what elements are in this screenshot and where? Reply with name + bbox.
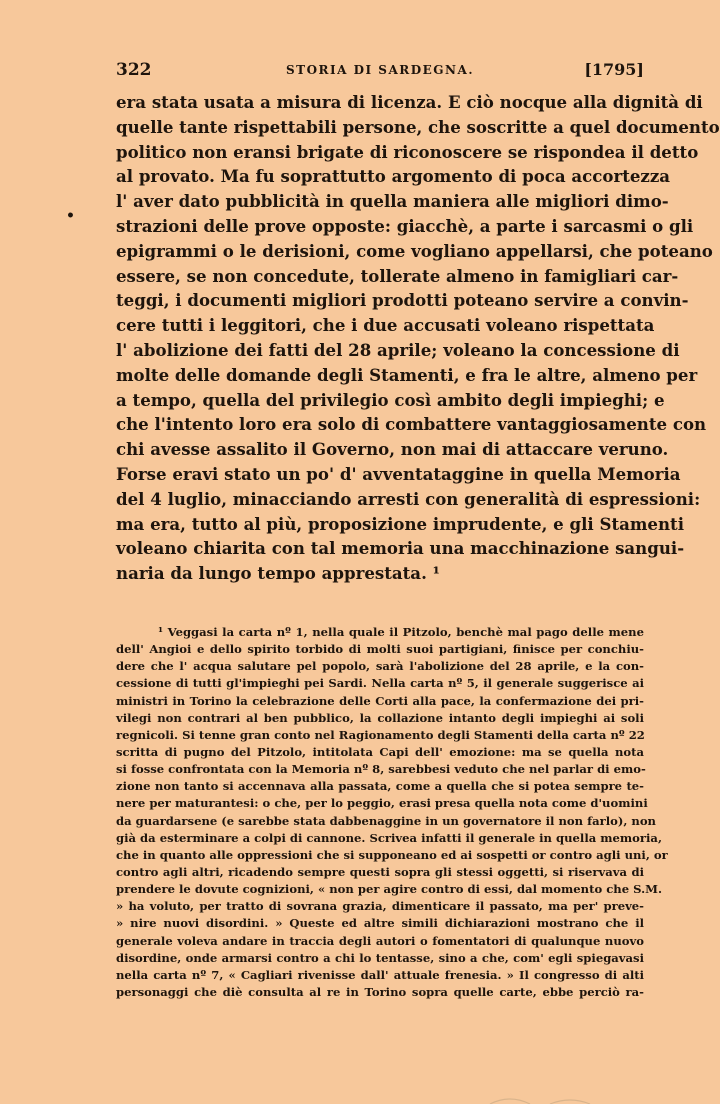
text-line: Forse eravi stato un po' d' avventataggine in quella Memoria bbox=[116, 463, 681, 484]
footnote-line: ministri in Torino la celebrazione delle Corti alla pace, la confermazione dei pri- bbox=[116, 693, 644, 708]
footnote-line: regnicoli. Si tenne gran conto nel Ragionamento degli Stamenti della carta nº 22 bbox=[116, 727, 645, 742]
footnote-line: dell' Angioi e dello spirito torbido di molti suoi partigiani, finisce per conchiu- bbox=[116, 642, 644, 657]
text-line: del 4 luglio, minacciando arresti con generalità di espressioni: bbox=[116, 488, 701, 509]
footnote-line: cessione di tutti gl'impieghi pei Sardi. Nella carta nº 5, il generale suggerisce ai bbox=[116, 676, 644, 691]
footnote-line: da guardarsene (e sarebbe stata dabbenaggine in un governatore il non farlo), non bbox=[116, 813, 656, 828]
footnote-line: » nire nuovi disordini. » Queste ed altre simili dichiarazioni mostrano che il bbox=[116, 916, 644, 931]
text-line: naria da lungo tempo apprestata. ¹ bbox=[116, 563, 440, 584]
footnote-line: dere che l' acqua salutare pel popolo, sarà l'abolizione del 28 aprile, e la con- bbox=[116, 659, 644, 674]
footnote-line: che in quanto alle oppressioni che si supponeano ed ai sospetti or contro agli uni, or bbox=[116, 847, 668, 862]
main-text bbox=[116, 90, 720, 586]
footnote-line: generale voleva andare in traccia degli autori o fomentatori di qualunque nuovo bbox=[116, 933, 644, 948]
margin-mark: • bbox=[66, 208, 75, 224]
page-number: 322 bbox=[116, 60, 152, 80]
footnote-line: vilegi non contrari al ben pubblico, la collazione intanto degli impieghi ai soli bbox=[116, 710, 644, 725]
footnote-line: si fosse confrontata con la Memoria nº 8, sarebbesi veduto che nel parlar di emo- bbox=[116, 762, 646, 777]
text-line: strazioni delle prove opposte: giacchè, a parte i sarcasmi o gli bbox=[116, 215, 694, 236]
text-line: l' abolizione dei fatti del 28 aprile; voleano la concessione di bbox=[116, 339, 680, 360]
footnote-line: contro agli altri, ricadendo sempre questi sopra gli stessi oggetti, si riservava di bbox=[116, 864, 644, 879]
text-line: epigrammi o le derisioni, come vogliano appellarsi, che poteano bbox=[116, 240, 713, 261]
text-line: voleano chiarita con tal memoria una macchinazione sangui- bbox=[116, 538, 685, 559]
text-line: molte delle domande degli Stamenti, e fra le altre, almeno per bbox=[116, 364, 698, 385]
footnote-line: prendere le dovute cognizioni, « non per agire contro di essi, dal momento che S.M. bbox=[116, 882, 662, 897]
text-line: essere, se non concedute, tollerate almeno in famigliari car- bbox=[116, 265, 679, 286]
footnote-line: disordine, onde armarsi contro a chi lo tentasse, sino a che, com' egli spiegavasi bbox=[116, 950, 644, 965]
text-line: che l'intento loro era solo di combattere vantaggiosamente con bbox=[116, 414, 707, 435]
running-title: STORIA DI SARDEGNA. bbox=[285, 63, 475, 77]
footnote-line: nella carta nº 7, « Cagliari rivenisse dall' attuale frenesia. » Il congresso di alti bbox=[116, 967, 644, 982]
text-line: l' aver dato pubblicità in quella maniera alle migliori dimo- bbox=[116, 191, 669, 212]
text-line: teggi, i documenti migliori prodotti poteano servire a convin- bbox=[116, 290, 689, 311]
footnote-line: ¹ Veggasi la carta nº 1, nella quale il Pitzolo, benchè mal pago delle mene bbox=[158, 625, 644, 639]
text-line: ma era, tutto al più, proposizione imprudente, e gli Stamenti bbox=[116, 513, 685, 534]
footnote-line: personaggi che diè consulta al re in Torino sopra quelle carte, ebbe perciò ra- bbox=[116, 984, 644, 999]
text-line: quelle tante rispettabili persone, che soscritte a quel documento bbox=[116, 116, 720, 137]
footnote-line: zione non tanto si accennava alla passata, come a quella che si potea sempre te- bbox=[116, 779, 644, 794]
text-line: chi avesse assalito il Governo, non mai di attaccare veruno. bbox=[116, 439, 669, 460]
text-line: cere tutti i leggitori, che i due accusati voleano rispettata bbox=[116, 315, 655, 336]
text-line: politico non eransi brigate di riconoscere se rispondea il detto bbox=[116, 141, 699, 162]
footnote bbox=[116, 624, 668, 1001]
page-fold-shadow bbox=[480, 1090, 620, 1104]
text-line: a tempo, quella del privilegio così ambito degli impieghi; e bbox=[116, 389, 665, 410]
footnote-line: già da esterminare a colpi di cannone. Scrivea infatti il generale in quella memoria, bbox=[116, 830, 662, 845]
footnote-line: » ha voluto, per tratto di sovrana grazia, dimenticare il passato, ma per' preve- bbox=[116, 899, 644, 914]
running-header bbox=[116, 60, 644, 84]
text-line: al provato. Ma fu soprattutto argomento di poca accortezza bbox=[116, 166, 671, 187]
text-line: era stata usata a misura di licenza. E ciò nocque alla dignità di bbox=[116, 92, 703, 112]
year-bracket: [1795] bbox=[584, 60, 644, 79]
footnote-line: nere per maturantesi: o che, per lo peggio, erasi presa quella nota come d'uomini bbox=[116, 796, 648, 811]
footnote-line: scritta di pugno del Pitzolo, intitolata Capi dell' emozione: ma se quella nota bbox=[116, 744, 644, 759]
